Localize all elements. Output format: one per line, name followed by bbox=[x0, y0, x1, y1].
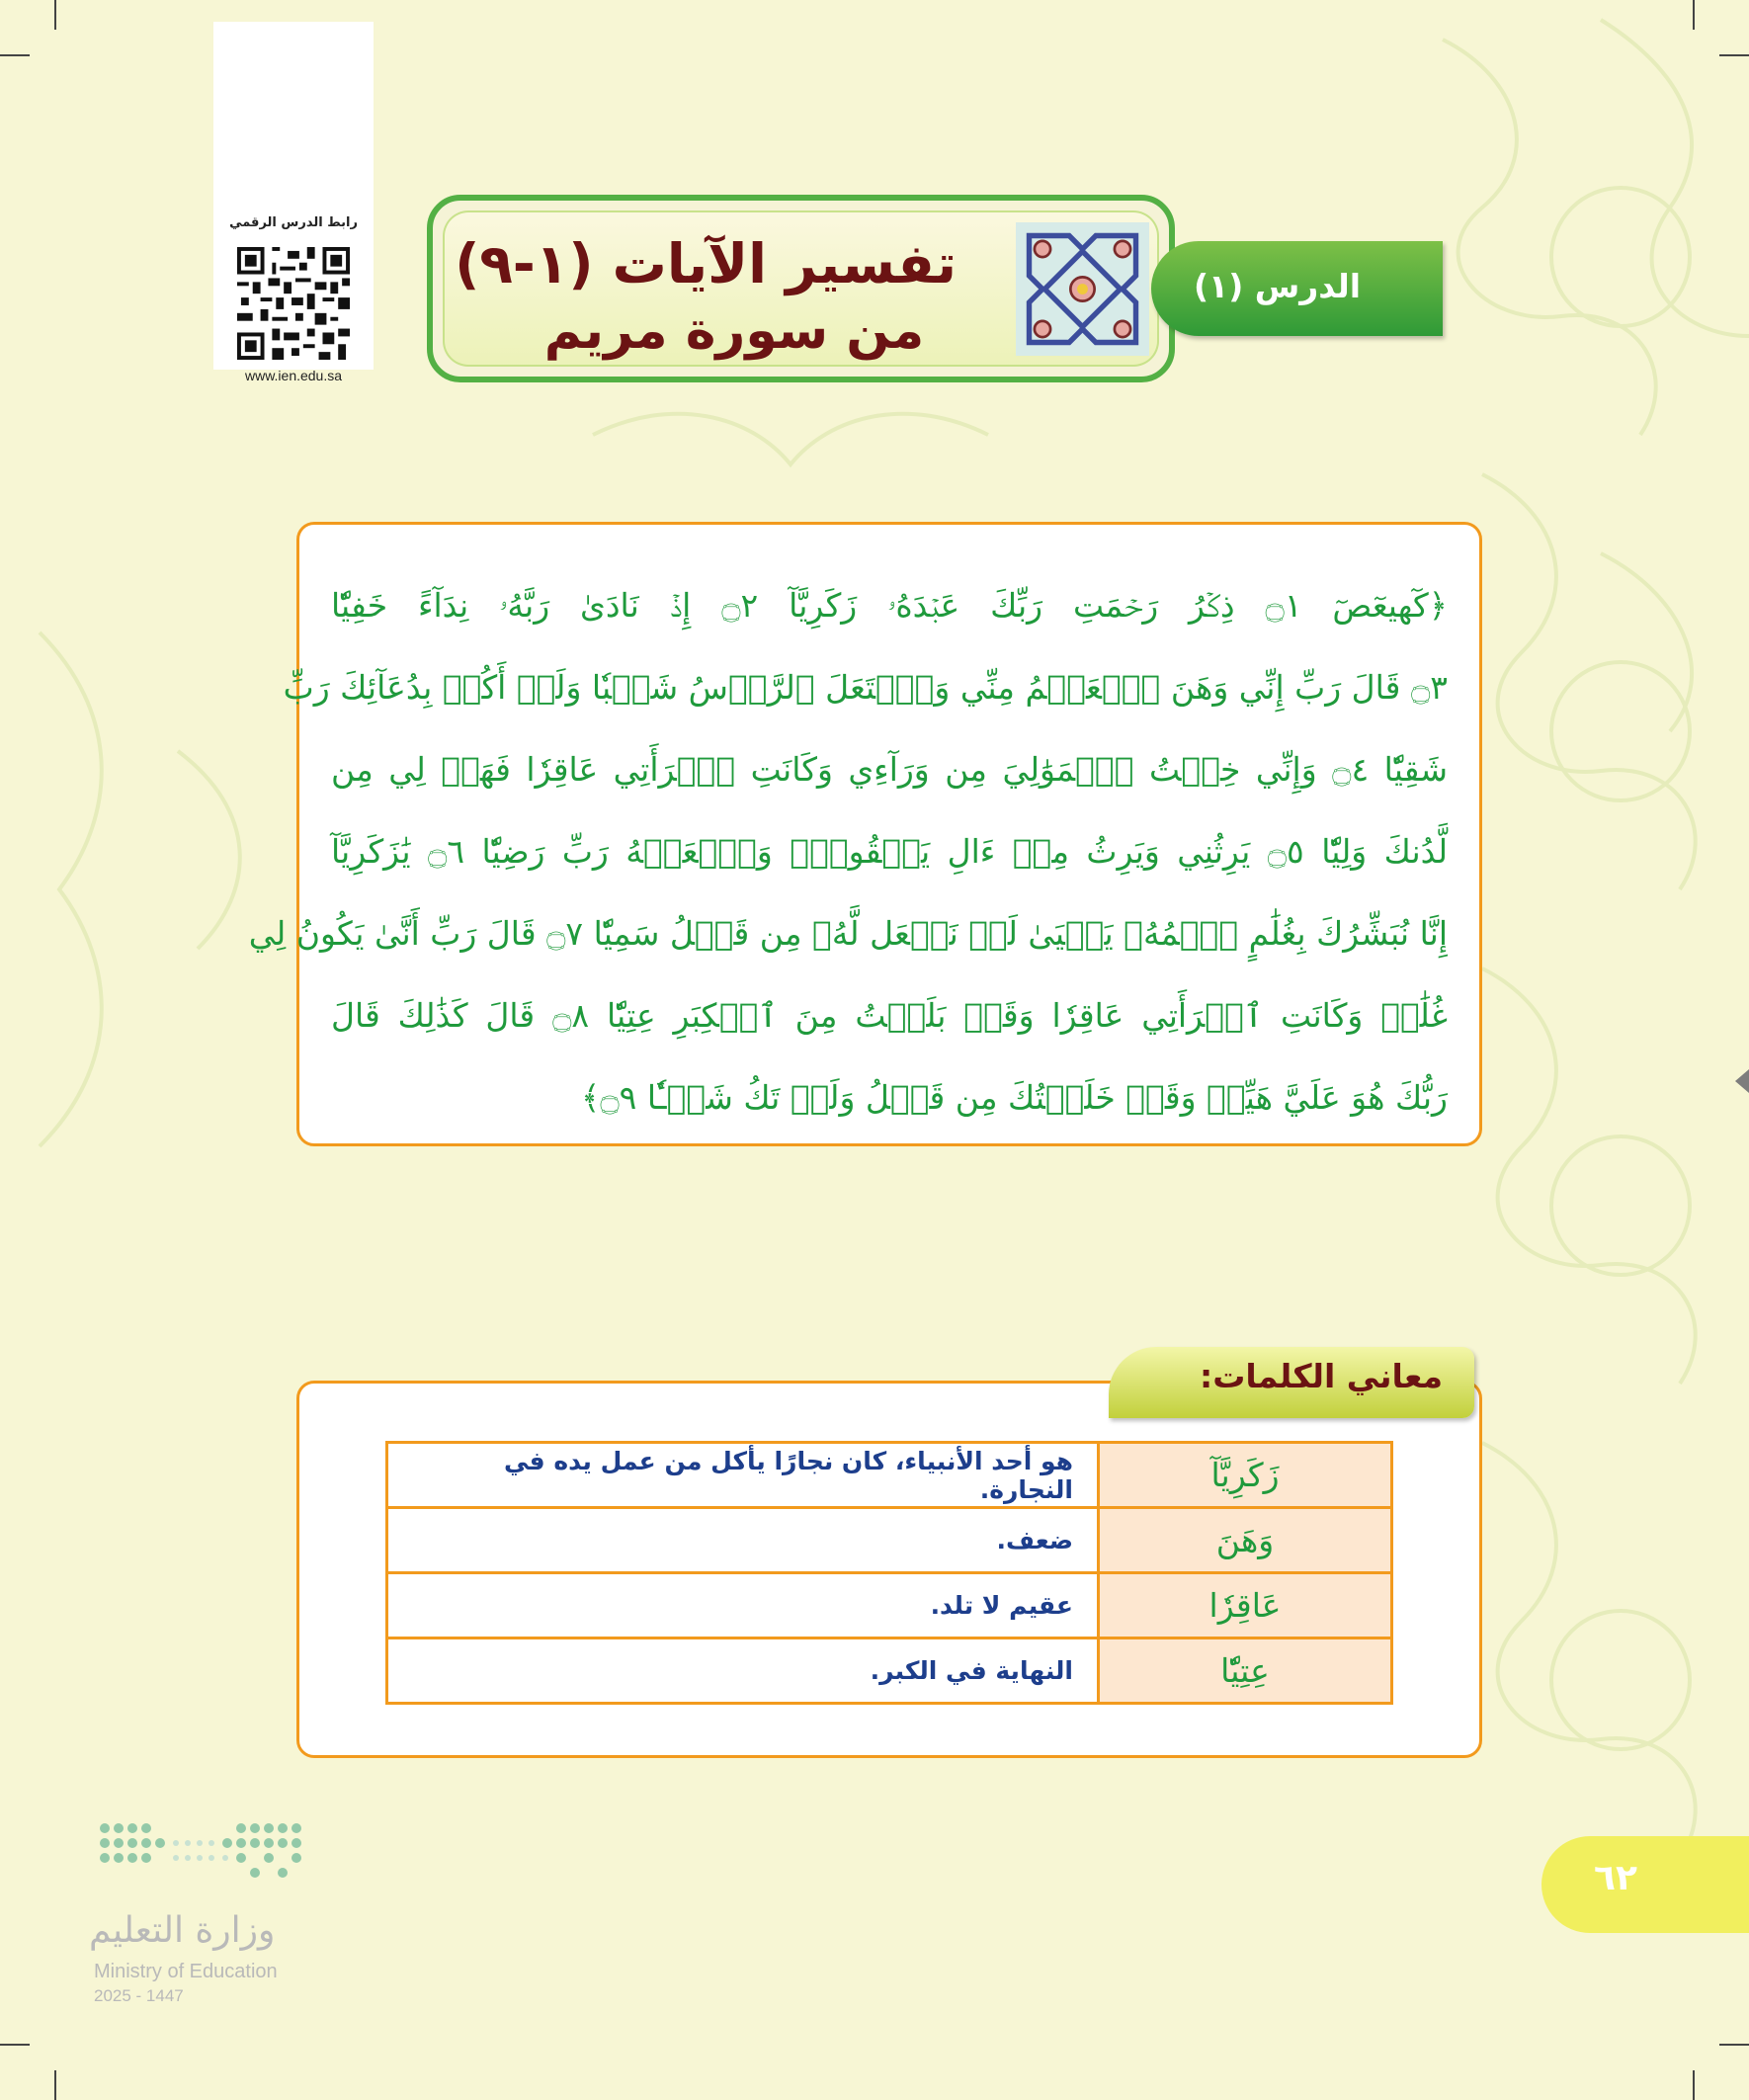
verse-line: إِنَّا نُبَشِّرُكَ بِغُلَٰمٍ ٱسۡمُهُۥ يَحۡيَىٰ لَمۡ نَجۡعَل لَّهُۥ مِن قَبۡلُ سَمِيّٗا ۝٧ قَالَ رَبِّ أَنَّىٰ يَكُونُ لِي bbox=[248, 914, 1448, 953]
qr-title: رابط الدرس الرقمي bbox=[229, 215, 358, 230]
crop-mark bbox=[1719, 54, 1749, 56]
edition-year: 2025 - 1447 bbox=[94, 1986, 184, 2005]
lesson-number-badge bbox=[1151, 241, 1443, 336]
islamic-ornament-icon bbox=[1016, 222, 1149, 356]
verse-line: ﴿كٓهيعٓصٓ ۝١ ذِكۡرُ رَحۡمَتِ رَبِّكَ عَبۡدَهُۥ زَكَرِيَّآ ۝٢ إِذۡ نَادَىٰ رَبَّهُۥ نِدَآءً خَفِيّٗا bbox=[331, 586, 1448, 625]
ministry-name-arabic: وزارة التعليم bbox=[89, 1910, 276, 1951]
verse-line: ۝٣ قَالَ رَبِّ إِنِّي وَهَنَ ٱلۡعَظۡمُ مِنِّي وَٱشۡتَعَلَ ٱلرَّأۡسُ شَيۡبٗا وَلَمۡ أَكُنۢ بِدُعَآئِكَ رَبِّ bbox=[283, 668, 1448, 707]
qr-url[interactable]: www.ien.edu.sa bbox=[244, 368, 343, 383]
crop-mark bbox=[1693, 2070, 1695, 2100]
crop-mark bbox=[1693, 0, 1695, 30]
definition-cell: هو أحد الأنبياء، كان نجارًا يأكل من عمل يده في النجارة. bbox=[387, 1443, 1099, 1508]
qr-code-icon[interactable] bbox=[237, 247, 350, 360]
word-meanings-table bbox=[385, 1441, 1393, 1705]
verse-line: غُلَٰمٞ وَكَانَتِ ٱمۡرَأَتِي عَاقِرٗا وَقَدۡ بَلَغۡتُ مِنَ ٱلۡكِبَرِ عِتِيّٗا ۝٨ قَالَ كَذَٰلِكَ قَالَ bbox=[331, 996, 1448, 1035]
crop-mark bbox=[1719, 2044, 1749, 2046]
definition-cell: عقيم لا تلد. bbox=[387, 1573, 1099, 1638]
definition-cell: النهاية في الكبر. bbox=[387, 1638, 1099, 1704]
verse-line: لَّدُنكَ وَلِيّٗا ۝٥ يَرِثُنِي وَيَرِثُ مِنۡ ءَالِ يَعۡقُوبَۖ وَٱجۡعَلۡهُ رَبِّ رَضِيّٗا ۝٦ يَٰزَكَرِيَّآ bbox=[331, 832, 1449, 871]
lesson-title-line1: تفسير الآيات (١-٩) bbox=[455, 232, 957, 295]
ministry-name-english: Ministry of Education bbox=[94, 1961, 278, 1982]
word-cell: وَهَنَ bbox=[1099, 1508, 1392, 1573]
quran-verses bbox=[248, 564, 1449, 1138]
lesson-title-line2: من سورة مريم bbox=[543, 301, 925, 361]
word-cell: زَكَرِيَّآ bbox=[1099, 1443, 1392, 1508]
lesson-title-frame bbox=[427, 195, 1175, 382]
lesson-number-label: الدرس (١) bbox=[1193, 267, 1362, 305]
table-row bbox=[387, 1638, 1392, 1704]
crop-mark bbox=[54, 2070, 56, 2100]
crop-mark bbox=[54, 0, 56, 30]
word-meanings-header bbox=[1109, 1347, 1474, 1418]
digital-lesson-link-card[interactable] bbox=[213, 22, 374, 383]
crop-mark bbox=[0, 2044, 30, 2046]
definition-cell: ضعف. bbox=[387, 1508, 1099, 1573]
word-meanings-title: معاني الكلمات: bbox=[1200, 1357, 1443, 1395]
verse-line: رَبُّكَ هُوَ عَلَيَّ هَيِّنٞ وَقَدۡ خَلَقۡتُكَ مِن قَبۡلُ وَلَمۡ تَكُ شَيۡـٔٗا ۝٩﴾ bbox=[580, 1078, 1448, 1117]
lesson-title-inner bbox=[443, 210, 1159, 367]
quran-verses-box bbox=[248, 522, 1482, 1146]
page-number: ٦٢ bbox=[1594, 1858, 1637, 1898]
crop-mark bbox=[0, 54, 30, 56]
verse-line: شَقِيّٗا ۝٤ وَإِنِّي خِفۡتُ ٱلۡمَوَٰلِيَ مِن وَرَآءِي وَكَانَتِ ٱمۡرَأَتِي عَاقِرٗا فَهَبۡ لِي مِن bbox=[331, 750, 1448, 789]
ministry-logo-icon bbox=[93, 1818, 320, 1917]
side-arrow-icon bbox=[1735, 1069, 1749, 1093]
word-cell: عَاقِرٗا bbox=[1099, 1573, 1392, 1638]
table-row bbox=[387, 1573, 1392, 1638]
word-cell: عِتِيّٗا bbox=[1099, 1638, 1392, 1704]
table-row bbox=[387, 1508, 1392, 1573]
table-row bbox=[387, 1443, 1392, 1508]
